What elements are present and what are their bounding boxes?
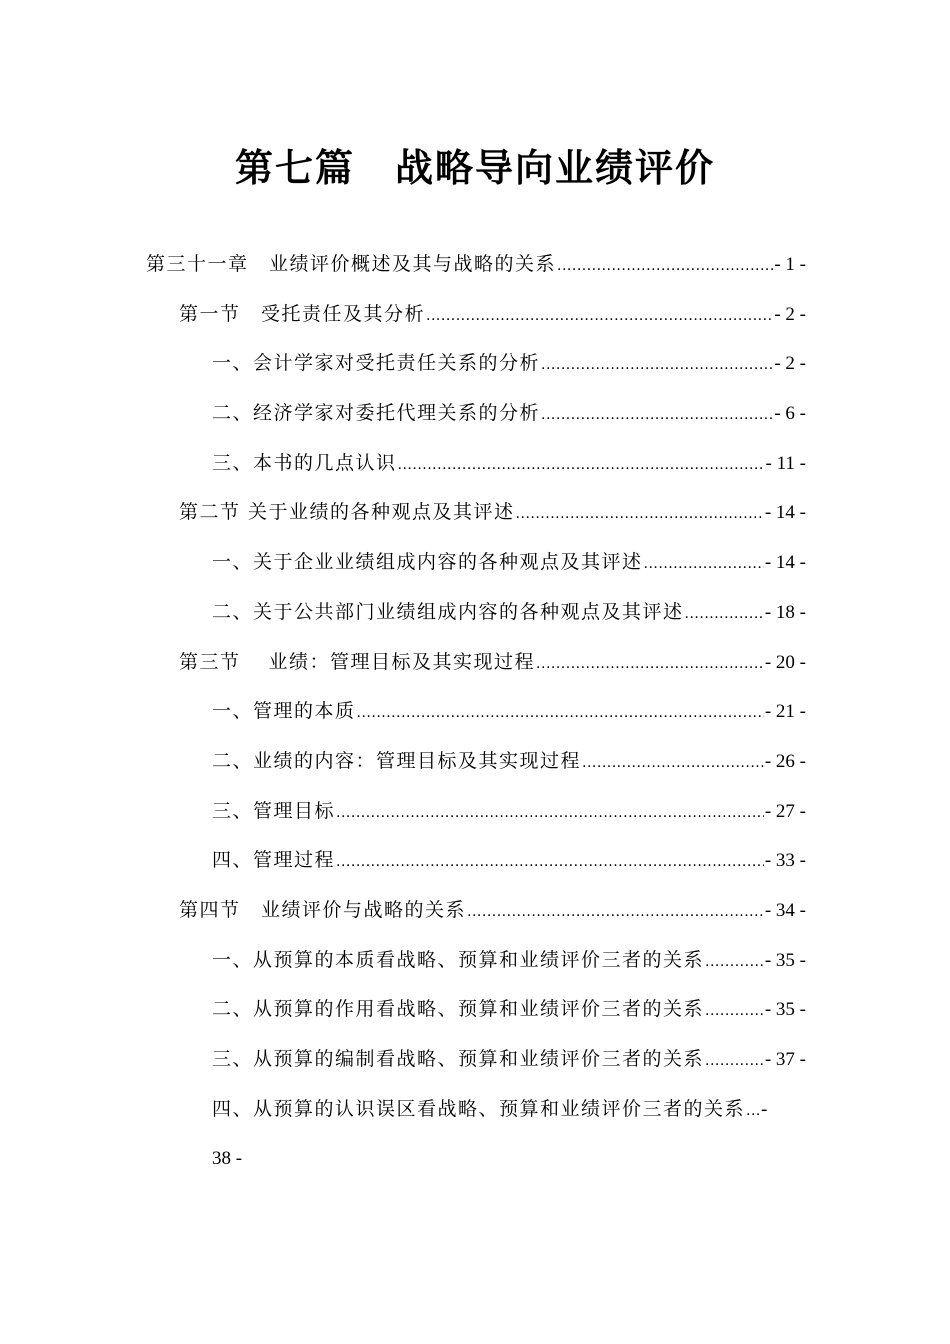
toc-page-number: - 33 -	[764, 850, 806, 872]
toc-entry-title: 第二节 关于业绩的各种观点及其评述	[179, 501, 515, 524]
toc-entry-title: 三、从预算的编制看战略、预算和业绩评价三者的关系	[212, 1048, 705, 1070]
toc-dot-leader	[582, 739, 764, 789]
toc-entry-title: 一、从预算的本质看战略、预算和业绩评价三者的关系	[212, 948, 705, 971]
toc-dot-leader	[541, 341, 773, 391]
toc-dot-leader	[557, 242, 773, 292]
toc-entry[interactable]	[146, 588, 806, 638]
toc-entry[interactable]	[146, 787, 806, 837]
toc-entry[interactable]	[146, 985, 806, 1035]
toc-dot-leader	[705, 938, 764, 988]
toc-entry-title: 第一节 受托责任及其分析	[179, 302, 426, 325]
toc-page-number: - 37 -	[764, 1049, 806, 1070]
toc-dot-leader	[467, 888, 764, 938]
toc-entry-title: 一、会计学家对受托责任关系的分析	[212, 352, 541, 375]
toc-entry[interactable]	[146, 1085, 806, 1135]
toc-entry[interactable]	[146, 836, 806, 886]
toc-dot-leader	[685, 590, 764, 640]
toc-dot-leader	[536, 640, 764, 690]
toc-page-number-continuation: 38 -	[212, 1148, 243, 1170]
toc-entry-title: 二、业绩的内容：管理目标及其实现过程	[212, 749, 582, 772]
toc-page-number: - 2 -	[774, 353, 806, 375]
toc-entry-title: 三、管理目标	[212, 799, 336, 822]
toc-page-number: - 20 -	[764, 651, 806, 673]
toc-page-number: - 26 -	[764, 750, 806, 772]
toc-page-number: - 6 -	[774, 403, 806, 425]
toc-entry[interactable]	[146, 389, 806, 439]
toc-page-number: - 27 -	[764, 800, 806, 822]
toc-entry[interactable]	[146, 737, 806, 787]
toc-dot-leader	[336, 838, 764, 888]
toc-dot-leader	[357, 689, 764, 739]
toc-entry-title: 一、管理的本质	[212, 700, 356, 723]
toc-entry[interactable]	[146, 290, 806, 340]
toc-entry[interactable]	[146, 638, 806, 688]
toc-entry[interactable]	[146, 1035, 806, 1085]
toc-entry-title: 四、从预算的认识误区看战略、预算和业绩评价三者的关系	[212, 1097, 746, 1120]
toc-dot-leader	[705, 1037, 764, 1087]
toc-page-number: - 21 -	[764, 701, 806, 723]
toc-entry[interactable]	[146, 936, 806, 986]
toc-page-number: - 18 -	[764, 601, 806, 623]
toc-dot-leader	[644, 540, 764, 590]
toc-entry-title: 第四节 业绩评价与战略的关系	[179, 898, 467, 921]
toc-entry-title: 三、本书的几点认识	[212, 451, 397, 474]
toc-page-number: -	[761, 1098, 768, 1120]
toc-entry[interactable]	[146, 687, 806, 737]
toc-page-number: - 14 -	[764, 552, 806, 574]
toc-page-number: - 34 -	[764, 899, 806, 921]
toc-dot-leader	[336, 789, 764, 839]
toc-page-number: - 14 -	[764, 502, 806, 524]
toc-dot-leader	[705, 987, 764, 1037]
toc-page-number: - 1 -	[774, 254, 806, 275]
toc-entry[interactable]	[146, 240, 806, 290]
toc-dot-leader	[516, 490, 764, 540]
toc-dot-leader	[541, 391, 773, 441]
toc-entry-title: 二、从预算的作用看战略、预算和业绩评价三者的关系	[212, 998, 705, 1021]
toc-page-number: - 35 -	[764, 999, 806, 1021]
table-of-contents	[146, 240, 806, 1184]
toc-entry[interactable]	[146, 538, 806, 588]
page-title: 第七篇 战略导向业绩评价	[234, 146, 715, 190]
toc-entry-title: 二、关于公共部门业绩组成内容的各种观点及其评述	[212, 600, 684, 623]
toc-dot-leader	[398, 441, 765, 491]
toc-entry[interactable]	[146, 439, 806, 489]
toc-entry[interactable]	[146, 488, 806, 538]
toc-dot-leader	[746, 1087, 760, 1137]
toc-entry[interactable]	[146, 886, 806, 936]
toc-page-number: - 35 -	[764, 949, 806, 971]
toc-entry-title: 四、管理过程	[212, 849, 336, 872]
toc-entry-title: 第三十一章 业绩评价概述及其与战略的关系	[146, 253, 557, 275]
toc-entry-title: 第三节 业绩：管理目标及其实现过程	[179, 650, 536, 673]
toc-entry-title: 二、经济学家对委托代理关系的分析	[212, 402, 541, 425]
toc-entry[interactable]	[146, 339, 806, 389]
toc-page-number: - 11 -	[765, 452, 806, 474]
toc-dot-leader	[426, 292, 773, 342]
toc-page-number: - 2 -	[774, 303, 806, 325]
toc-entry-title: 一、关于企业业绩组成内容的各种观点及其评述	[212, 551, 643, 574]
